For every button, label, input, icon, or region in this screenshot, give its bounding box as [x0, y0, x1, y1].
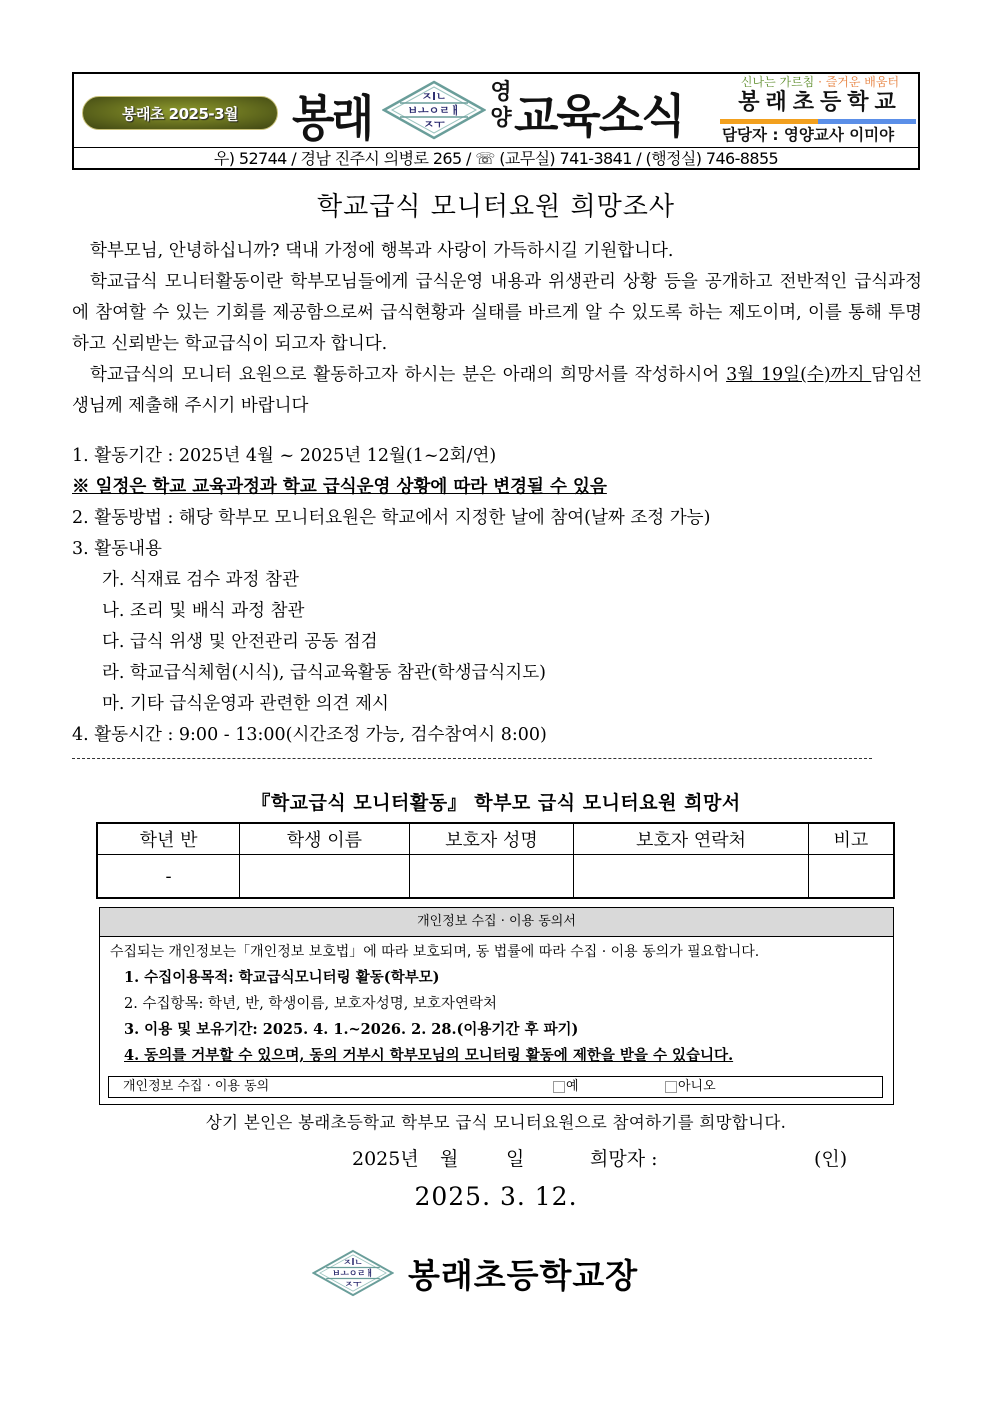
- column-header-guardian-name: 보호자 성명: [409, 823, 574, 855]
- consent-lead: 수집되는 개인정보는「개인정보 보호법」에 따라 보호되며, 동 법률에 따라 수집 · 이용 동의가 필요합니다.: [110, 944, 760, 960]
- consent-item-fields: 2. 수집항목: 학년, 반, 학생이름, 보호자성명, 보호자연락처: [124, 996, 497, 1012]
- svg-text:ㅈlㄴ: ㅈlㄴ: [421, 90, 447, 103]
- checkbox-no[interactable]: [665, 1081, 677, 1093]
- consent-heading: 개인정보 수집 · 이용 동의서: [100, 908, 893, 937]
- brand-text-left: 봉래: [292, 90, 372, 147]
- seal-mark: (인): [814, 1148, 848, 1170]
- applicant-label: 희망자 :: [590, 1148, 658, 1170]
- header-banner: [74, 74, 918, 148]
- column-header-student-name: 학생 이름: [240, 823, 410, 855]
- request-text-before: 학교급식의 모니터 요원으로 활동하고자 하시는 분은 아래의 희망서를 작성하시어: [90, 365, 727, 385]
- slogan-part1: 신나는 가르침: [740, 75, 815, 89]
- activity-item: 나. 조리 및 배식 과정 참관: [102, 601, 305, 621]
- schedule-notice: ※ 일정은 학교 교육과정과 학교 급식운영 상황에 따라 변경될 수 있음: [72, 477, 607, 497]
- column-header-guardian-contact: 보호자 연락처: [574, 823, 808, 855]
- svg-text:ㅈㅜ: ㅈㅜ: [423, 118, 445, 131]
- agree-yes-label: 예: [566, 1079, 579, 1094]
- cell-student-name[interactable]: [240, 855, 410, 899]
- school-name: 봉래초등학교: [738, 90, 902, 115]
- agree-label: 개인정보 수집 · 이용 동의: [123, 1079, 270, 1094]
- column-header-remarks: 비고: [808, 823, 894, 855]
- page-title: 학교급식 모니터요원 희망조사: [316, 192, 676, 222]
- sign-day[interactable]: 일: [506, 1148, 525, 1170]
- privacy-consent-box: [99, 907, 894, 1105]
- table-row: [97, 855, 894, 899]
- column-header-grade-class: 학년 반: [97, 823, 240, 855]
- form-title: 『학교급식 모니터활동』 학부모 급식 모니터요원 희망서: [251, 792, 741, 814]
- activity-item: 마. 기타 급식운영과 관련한 의견 제시: [102, 694, 389, 714]
- slogan: [722, 74, 918, 90]
- brand-vertical-text: 영양: [490, 80, 512, 131]
- consent-item-period: 3. 이용 및 보유기간: 2025. 4. 1.~2026. 2. 28.(이용기간 후 파기): [124, 1021, 579, 1038]
- svg-text:ㅂㅗㅇㄹㅐ: ㅂㅗㅇㄹㅐ: [332, 1269, 374, 1280]
- activity-item: 라. 학교급식체험(시식), 급식교육활동 참관(학생급식지도): [102, 663, 546, 683]
- issue-badge: 봉래초 2025-3월: [82, 96, 278, 130]
- agree-yes-option[interactable]: [553, 1077, 579, 1097]
- school-emblem-icon: [312, 1248, 394, 1298]
- activity-item: 가. 식재료 검수 과정 참관: [102, 570, 299, 590]
- activity-content-heading: 3. 활동내용: [72, 539, 162, 559]
- table-header-row: [97, 823, 894, 855]
- activity-period: 1. 활동기간 : 2025년 4월 ~ 2025년 12월(1~2회/연): [72, 446, 497, 466]
- sign-month[interactable]: 월: [440, 1148, 459, 1170]
- request-text-after: 담임선생님께 제출해 주시기 바랍니다: [72, 365, 922, 416]
- greeting-paragraph: 학부모님, 안녕하십니까? 댁내 가정에 행복과 사랑이 가득하시길 기원합니다.: [90, 241, 674, 261]
- newsletter-header: [72, 72, 920, 170]
- activity-item: 다. 급식 위생 및 안전관리 공동 점검: [102, 632, 378, 652]
- pledge-statement: 상기 본인은 봉래초등학교 학부모 급식 모니터요원으로 참여하기를 희망합니다.: [205, 1113, 787, 1132]
- agree-no-label: 아니오: [678, 1079, 716, 1094]
- slogan-separator: ·: [814, 75, 826, 89]
- application-table: [96, 822, 895, 899]
- sign-year: 2025년: [352, 1148, 419, 1170]
- svg-text:ㅈㅜ: ㅈㅜ: [344, 1280, 362, 1291]
- brand-text-right: 교육소식: [514, 89, 684, 143]
- consent-item-purpose: 1. 수집이용목적: 학교급식모니터링 활동(학부모): [124, 969, 440, 986]
- cut-line-divider: [72, 758, 872, 759]
- svg-text:ㅈlㄴ: ㅈlㄴ: [343, 1258, 363, 1269]
- svg-text:ㅂㅗㅇㄹㅐ: ㅂㅗㅇㄹㅐ: [407, 104, 461, 117]
- school-emblem-icon: [382, 80, 486, 140]
- consent-item-refusal: 4. 동의를 거부할 수 있으며, 동의 거부시 학부모님의 모니터링 활동에 제한을 받을 수 있습니다.: [124, 1047, 734, 1064]
- slogan-part2: 즐거운 배움터: [825, 75, 900, 89]
- cell-remarks[interactable]: [808, 855, 894, 899]
- principal-signature: [312, 1248, 638, 1298]
- intro-paragraph: 학교급식 모니터활동이란 학부모님들에게 급식운영 내용과 위생관리 상황 등을 공개하고 전반적인 급식과정에 참여할 수 있는 기회를 제공함으로써 급식현황과 실태를 바르게 알 수 있도록 하는 제도이며, 이를 통해 투명하고 신뢰받는 학교급식이 되고자 합니다.: [72, 272, 922, 354]
- principal-name: 봉래초등학교장: [408, 1255, 639, 1295]
- request-paragraph: [72, 360, 922, 422]
- agree-no-option[interactable]: [665, 1077, 716, 1097]
- consent-agree-row: [108, 1076, 883, 1098]
- issue-date: 2025. 3. 12.: [414, 1182, 578, 1211]
- contact-person: 담당자 : 영양교사 이미야: [722, 126, 895, 144]
- consent-body: [100, 937, 893, 1069]
- activity-method: 2. 활동방법 : 해당 학부모 모니터요원은 학교에서 지정한 날에 참여(날짜 조정 가능): [72, 508, 711, 528]
- cell-guardian-name[interactable]: [409, 855, 574, 899]
- deadline-text: 3월 19일(수)까지: [726, 365, 872, 385]
- cell-grade-class[interactable]: -: [97, 855, 240, 899]
- checkbox-yes[interactable]: [553, 1081, 565, 1093]
- cell-guardian-contact[interactable]: [574, 855, 808, 899]
- activity-time: 4. 활동시간 : 9:00 - 13:00(시간조정 가능, 검수참여시 8:00): [72, 725, 547, 745]
- school-address: 우) 52744 / 경남 진주시 의병로 265 / ☏ (교무실) 741-3841 / (행정실) 746-8855: [213, 149, 779, 168]
